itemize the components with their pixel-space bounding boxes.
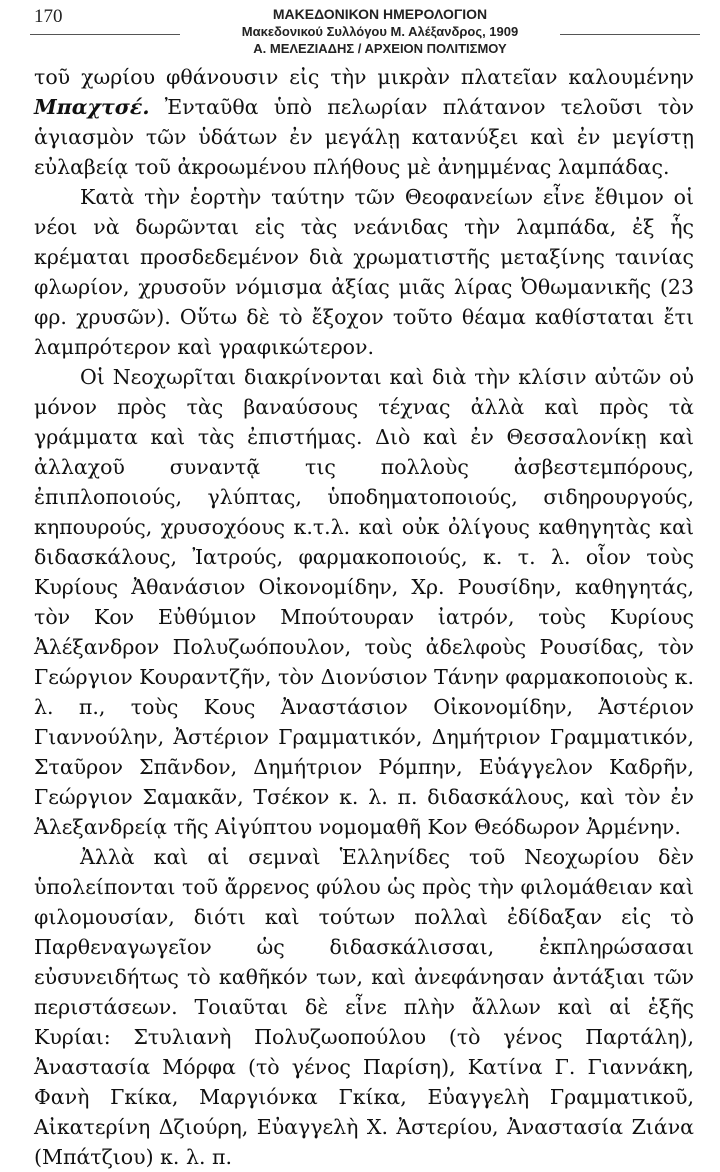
body-text bbox=[34, 62, 694, 1172]
paragraph-1-end: Ἐνταῦθα ὑπὸ πελωρίαν πλάτανον τελοῦσι τὸν ἁγιασμὸν τῶν ὑδάτων ἐν μεγάλῃ κατανύξει καὶ ἐν μεγίστῃ εὐλαβείᾳ τοῦ ἀκροωμένου πλήθους μὲ ἀνημμένας λαμπάδας. bbox=[34, 95, 694, 179]
header-rule-right bbox=[560, 34, 700, 35]
paragraph-4: Ἀλλὰ καὶ αἱ σεμναὶ Ἑλληνίδες τοῦ Νεοχωρίου δὲν ὑπολείπονται τοῦ ἄρρενος φύλου ὡς πρὸς τὴν φιλομάθειαν καὶ φιλομουσίαν, διότι καὶ τούτων πολλαὶ ἐδίδαξαν εἰς τὸ Παρθεναγωγεῖον ὡς διδασκάλισσαι, ἐκπληρώσασαι εὐσυνειδήτως τὸ καθῆκόν των, καὶ ἀνεφάνησαν ἀντάξιαι τῶν περιστάσεων. Τοιαῦται δὲ εἶνε πλὴν ἄλλων καὶ αἱ ἑξῆς Κυρίαι: Στυλιανὴ Πολυζωοπούλου (τὸ γένος Παρτάλη), Ἀναστασία Μόρφα (τὸ γένος Παρίση), Κατίνα Γ. Γιαννάκη, Φανὴ Γκίκα, Μαργιόνκα Γκίκα, Εὐαγγελὴ Γραμματικοῦ, Αἰκατερίνη Δζιούρη, Εὐαγγελὴ Χ. Ἀστερίου, Ἀναστασία Ζιάνα (Μπάτζιου) κ. λ. π. bbox=[34, 845, 694, 1169]
paragraph-2: Κατὰ τὴν ἑορτὴν ταύτην τῶν Θεοφανείων εἶνε ἔθιμον οἱ νέοι νὰ δωρῶνται εἰς τὰς νεάνιδας τὴν λαμπάδα, ἐξ ἧς κρέμαται προσδεδεμένον διὰ χρωματιστῆς μεταξίνης ταινίας φλωρίον, χρυσοῦν νόμισμα ἀξίας μιᾶς λίρας Ὀθωμανικῆς (23 φρ. χρυσῶν). Οὕτω δὲ τὸ ἔξοχον τοῦτο θέαμα καθίσταται ἔτι λαμπρότερον καὶ γραφικώτερον. bbox=[34, 185, 694, 359]
running-header bbox=[150, 6, 610, 57]
header-title: ΜΑΚΕΔΟΝΙΚΟΝ ΗΜΕΡΟΛΟΓΙΟΝ bbox=[272, 6, 488, 22]
page-number: 170 bbox=[34, 6, 63, 27]
header-subtitle: Μακεδονικού Συλλόγου Μ. Αλέξανδρος, 1909 bbox=[241, 24, 519, 39]
paragraph-1-start: τοῦ χωρίου φθάνουσιν εἰς τὴν μικρὰν πλατεῖαν καλουμένην bbox=[34, 65, 694, 89]
paragraph-3: Οἱ Νεοχωρῖται διακρίνονται καὶ διὰ τὴν κλίσιν αὐτῶν οὐ μόνον πρὸς τὰς βαναύσους τέχνας ἀλλὰ καὶ πρὸς τὰ γράμματα καὶ τὰς ἐπιστήμας. Διὸ καὶ ἐν Θεσσαλονίκῃ καὶ ἀλλαχοῦ συναντᾷ τις πολλοὺς ἀσβεστεμπόρους, ἐπιπλοποιούς, γλύπτας, ὑποδηματοποιούς, σιδηρουργούς, κηπουρούς, χρυσοχόους κ.τ.λ. καὶ οὐκ ὀλίγους καθηγητὰς καὶ διδασκάλους, Ἰατρούς, φαρμακοποιούς, κ. τ. λ. οἷον τοὺς Κυρίους Ἀθανάσιον Οἰκονομίδην, Χρ. Ρουσίδην, καθηγητάς, τὸν Κον Εὐθύμιον Μπούτουραν ἰατρόν, τοὺς Κυρίους Ἀλέξανδρον Πολυζωόπουλον, τοὺς ἀδελφοὺς Ρουσίδας, τὸν Γεώργιον Κουραντζῆν, τὸν Διονύσιον Τάνην φαρμακοποιοὺς κ. λ. π., τοὺς Κους Ἀναστάσιον Οἰκονομίδην, Ἀστέριον Γιαννούλην, Ἀστέριον Γραμματικόν, Δημήτριον Γραμματικόν, Σταῦρον Σπᾶνδον, Δημήτριον Ρόμπην, Εὐάγγελον Καδρῆν, Γεώργιον Σαμακᾶν, Τσέκον κ. λ. π. διδασκάλους, καὶ τὸν ἐν Ἀλεξανδρείᾳ τῆς Αἰγύπτου νομομαθῆ Κον Θεόδωρον Ἀρμένην. bbox=[34, 365, 694, 839]
place-name-emphasis: Μπαχτσέ. bbox=[34, 95, 150, 119]
header-rule-left bbox=[30, 34, 180, 35]
header-source: Α. ΜΕΛΕΖΙΑΔΗΣ / ΑΡΧΕΙΟΝ ΠΟΛΙΤΙΣΜΟΥ bbox=[253, 41, 507, 56]
paragraph-1 bbox=[34, 62, 694, 182]
